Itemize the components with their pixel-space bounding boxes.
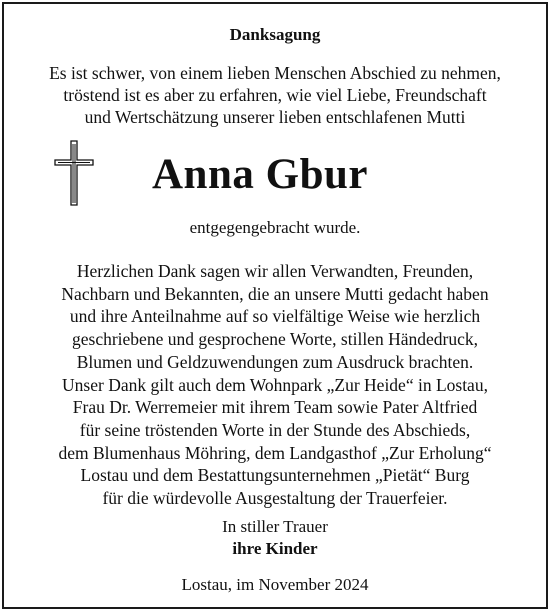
obituary-notice (2, 2, 548, 609)
thanks-line: Unser Dank gilt auch dem Wohnpark „Zur Heide“ in Lostau, (62, 374, 488, 395)
thanks-line: für seine tröstenden Worte in der Stunde des Abschieds, (79, 419, 471, 440)
deceased-name: Anna Gbur (152, 151, 368, 198)
intro-line: Es ist schwer, von einem lieben Menschen Abschied zu nehmen, (49, 63, 501, 83)
thanks-line: Herzlichen Dank sagen wir allen Verwandten, Freunden, (76, 261, 474, 281)
thanks-line: Blumen und Geldzuwendungen zum Ausdruck brachten. (76, 351, 474, 372)
thanks-line: für die würdevolle Ausgestaltung der Trauerfeier. (102, 488, 448, 509)
thanks-line: Nachbarn und Bekannten, die an unsere Mutti gedacht haben (61, 283, 489, 304)
signature: ihre Kinder (232, 539, 318, 558)
intro-line: und Wertschätzung unserer lieben entschlafenen Mutti (84, 107, 466, 127)
thanks-line: dem Blumenhaus Möhring, dem Landgasthof „Zur Erholung“ (58, 442, 492, 463)
notice-heading: Danksagung (229, 25, 321, 44)
intro-line: tröstend ist es aber zu erfahren, wie viel Liebe, Freundschaft (63, 85, 487, 105)
sign-off: In stiller Trauer (222, 517, 328, 536)
intro-text (4, 62, 546, 128)
thanks-line: Frau Dr. Werremeier mit ihrem Team sowie Pater Altfried (72, 397, 478, 418)
thanks-line: Lostau und dem Bestattungsunternehmen „Pietät“ Burg (80, 465, 470, 486)
thanks-line: geschriebene und gesprochene Worte, stillen Händedruck, (72, 329, 478, 350)
thanks-line: und ihre Anteilnahme auf so vielfältige Weise wie herzlich (69, 306, 481, 327)
place-date: Lostau, im November 2024 (181, 575, 369, 594)
latin-cross-icon (54, 140, 94, 206)
thanks-text (4, 260, 546, 510)
name-continuation: entgegengebracht wurde. (189, 218, 361, 237)
